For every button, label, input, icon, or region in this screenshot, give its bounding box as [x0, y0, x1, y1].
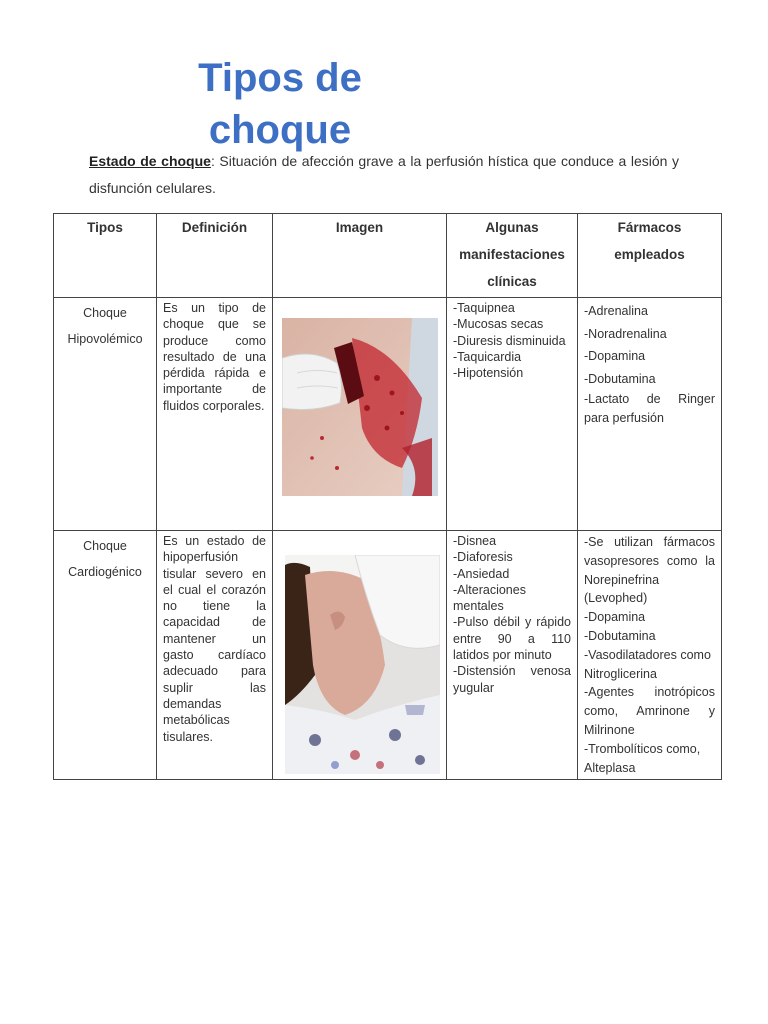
tipo-cell: Choque Hipovolémico	[54, 298, 157, 531]
header-definicion: Definición	[157, 214, 273, 298]
list-item: -Agentes inotrópicos como, Amrinone y Milrinone	[584, 685, 715, 737]
header-imagen: Imagen	[273, 214, 447, 298]
definicion-cell: Es un tipo de choque que se produce como resultado de una pérdida rápida e importante de fluidos corporales.	[157, 298, 273, 531]
farmacos-cell	[578, 298, 722, 531]
intro-paragraph	[89, 148, 679, 202]
list-item: -Diaforesis	[453, 550, 513, 565]
list-item: -Lactato de Ringer para perfusión	[584, 392, 715, 425]
header-manifestaciones: Algunas manifestaciones clínicas	[447, 214, 578, 298]
tipo-cell: Choque Cardiogénico	[54, 531, 157, 780]
list-item: -Hipotensión	[453, 366, 524, 381]
farmacos-cell	[578, 531, 722, 780]
list-item: -Disnea	[453, 534, 497, 548]
list-item: -Dobutamina	[584, 371, 656, 386]
page-title: Tipos de choque	[198, 56, 362, 152]
list-item: -Distensión venosa yugular	[453, 664, 571, 695]
intro-term: Estado de choque	[89, 153, 211, 169]
table-row	[54, 298, 722, 531]
list-item: -Dopamina	[584, 349, 646, 363]
list-item: -Vasodilatadores como Nitroglicerina	[584, 647, 711, 681]
patient-neck-photo	[285, 555, 440, 774]
imagen-cell	[273, 298, 447, 531]
list-item: -Pulso débil y rápido entre 90 a 110 latidos por minuto	[453, 615, 571, 663]
table-row	[54, 531, 722, 780]
list-item: -Mucosas secas	[453, 317, 544, 332]
list-item: -Adrenalina	[584, 304, 648, 318]
list-item: -Trombolíticos como, Alteplasa	[584, 741, 701, 775]
list-item: -Ansiedad	[453, 566, 510, 581]
table-header-row	[54, 214, 722, 298]
list-item: -Dopamina	[584, 610, 646, 625]
list-item: -Alteraciones mentales	[453, 582, 526, 614]
wound-photo	[282, 318, 438, 496]
imagen-cell	[273, 531, 447, 780]
header-farmacos: Fármacos empleados	[578, 214, 722, 298]
manifestaciones-cell	[447, 298, 578, 531]
list-item: -Dobutamina	[584, 628, 656, 643]
header-tipos: Tipos	[54, 214, 157, 298]
list-item: -Taquipnea	[453, 301, 515, 315]
list-item: -Diuresis disminuida	[453, 333, 566, 348]
shock-types-table	[53, 213, 722, 780]
definicion-cell: Es un estado de hipoperfusión tisular severo en el cual el corazón no tiene la capacidad de mantener un gasto cardíaco adecuado para suplir las demandas metabólicas tisulares.	[157, 531, 273, 780]
list-item: -Taquicardia	[453, 349, 522, 364]
intro-text: : Situación de afección grave a la perfusión hística que conduce a lesión y disfunción celulares.	[89, 153, 679, 196]
manifestaciones-cell	[447, 531, 578, 780]
list-item: -Noradrenalina	[584, 326, 667, 341]
list-item: -Se utilizan fármacos vasopresores como la Norepinefrina (Levophed)	[584, 535, 715, 606]
